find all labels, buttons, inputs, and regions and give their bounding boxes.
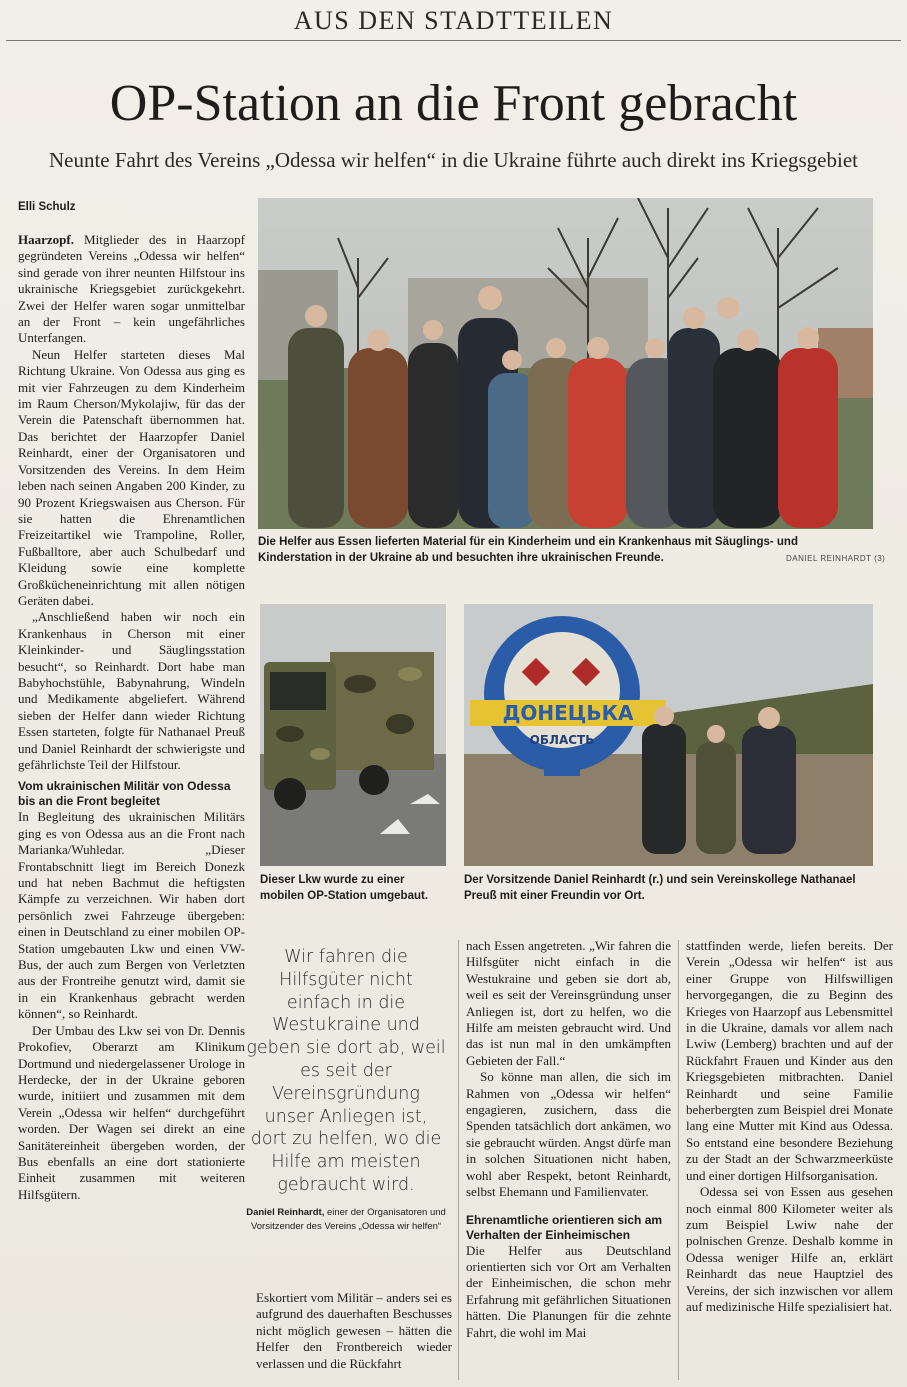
caption-text: Die Helfer aus Essen lieferten Material für ein Kinderheim und ein Krankenhaus mit Säuglings- und Kinderstation in der Ukraine ab und besuchten ihre ukrainischen Freunde.	[258, 536, 798, 564]
byline: Elli Schulz	[18, 201, 76, 213]
column-divider	[458, 940, 459, 1380]
article-column-3	[466, 938, 671, 1380]
paragraph: nach Essen angetreten. „Wir fahren die Hilfsgüter nicht einfach in die Westukraine und geben sie dort ab, weil es seit der Vereinsgründung unser Anliegen ist, dort zu helfen, wo die Hilfe am meisten gebraucht wird. Und das ist nun mal in den umkämpften Gebieten der Fall.“	[466, 938, 671, 1068]
quote-attribution	[246, 1206, 446, 1233]
article-column-1	[18, 232, 245, 1380]
group-photo	[258, 198, 873, 529]
paragraph-text: Mitglieder des in Haarzopf gegründeten Vereins „Odessa wir helfen“ sind gerade von ihrer neunten Hilfstour ins ukrainische Kriegsgebiet zurückgekehrt. Zwei der Helfer waren sogar unmittelbar an der Front – kein ungefährliches Unterfangen.	[18, 232, 245, 346]
main-photo-caption	[258, 534, 873, 566]
paragraph: Eskortiert vom Militär – anders sei es aufgrund des dauerhaften Beschusses nicht möglich gewesen – hätten die Helfer den Frontbereich wieder verlassen und die Rückfahrt	[256, 1290, 452, 1371]
paragraph: So könne man allen, die sich im Rahmen von „Odessa wir helfen“ engagieren, zusichern, dass die Spenden tatsächlich dort ankämen, wo sie gebraucht würden. Angst dürfe man in solchen Situationen nicht haben, wohl aber Respekt, betont Reinhardt, selbst Ehemann und Familienvater.	[466, 1069, 671, 1200]
paragraph: Der Umbau des Lkw sei von Dr. Dennis Prokofiev, Oberarzt am Klinikum Dortmund und niedergelassener Urologe in Herdecke, der in der Ukraine geboren wurde, initiiert und zusammen mit dem Verein „Odessa wir helfen“ durchgeführt worden. Der Wagen sei direkt an eine Sanitätereinheit übergeben worden, der Bus ebenfalls an eine dort stationierte Einheit zusammen mit weiteren Hilfsgütern.	[18, 1022, 245, 1202]
subheadline: Neunte Fahrt des Vereins „Odessa wir helfen“ in die Ukraine führte auch direkt ins Kriegsgebiet	[48, 148, 858, 172]
article-column-2	[256, 1290, 452, 1380]
headline: OP-Station an die Front gebracht	[109, 75, 798, 132]
paragraph: Neun Helfer starteten dieses Mal Richtung Ukraine. Von Odessa aus ging es mit vier Fahrzeugen zu dem Kinderheim im Raum Cherson/Mykolajiw, für das der Verein die Patenschaft übernommen hat. Das berichtet der Haarzopfer Daniel Reinhardt, einer der Organisatoren und Vorsitzenden des Vereins. In dem Heim leben nach seinen Angaben 200 Kinder, zu 90 Prozent Kriegswaisen aus Cherson. Für sie hatten die Ehrenamtlichen Freizeitartikel wie Trampoline, Roller, Fußballtore, aber auch Schulbedarf und Kleidung sowie eine komplette Großkücheneinrichtung mit allen nötigen Geräten dabei.	[18, 346, 245, 608]
subheading: Ehrenamtliche orientieren sich am Verhalten der Einheimischen	[466, 1212, 663, 1242]
subheading: Vom ukrainischen Militär von Odessa bis an die Front begleitet	[18, 779, 231, 809]
article-column-4	[686, 938, 893, 1380]
quote-speaker: Daniel Reinhardt,	[246, 1207, 325, 1218]
paragraph: Odessa sei von Essen aus gesehen noch einmal 800 Kilometer weiter als zum Beispiel Lwiw nahe der polnischen Grenze. Deshalb komme in Odessa weniger Hilfe an, erklärt Reinhardt das neue Hauptziel des Vereins, der sich inzwischen vor allem auf medizinische Hilfe spezialisiert hat.	[686, 1184, 893, 1314]
sign-oblast-name: ДОНЕЦЬКА	[502, 701, 634, 725]
paragraph: „Anschließend haben wir noch ein Krankenhaus in Cherson mit einer Kleinkinder- und Säuglingsstation besucht“, so Reinhardt. Dort habe man Babyhochstühle, Babynahrung, Windeln und Medikamente abgeliefert. Während sieben der Helfer dann wieder Richtung Essen starteten, folgte für Nathanael Preuß und Daniel Reinhardt der schwierigste und gefährlichste Teil der Hilfstour.	[18, 609, 245, 772]
quote-speaker-role: einer der Organisatoren und Vorsitzender des Vereins „Odessa wir helfen“	[250, 1207, 446, 1232]
rubric-divider	[6, 40, 901, 41]
truck-photo-caption: Dieser Lkw wurde zu einer mobilen OP-Station umgebaut.	[260, 874, 429, 902]
photo-credit: DANIEL REINHARDT (3)	[786, 554, 886, 563]
sign-photo-caption: Der Vorsitzende Daniel Reinhardt (r.) und sein Vereinskollege Nathanael Preuß mit einer Freundin vor Ort.	[464, 874, 856, 902]
pull-quote: Wir fahren die Hilfsgüter nicht einfach in die Westukraine und geben sie dort ab, weil es seit der Vereinsgründung unser Anliegen ist, dort zu helfen, wo die Hilfe am meisten gebraucht wird.	[246, 947, 446, 1195]
paragraph: stattfinden werde, liefen bereits. Der Verein „Odessa wir helfen“ ist aus einer Gruppe von Hilfswilligen hervorgegangen, die zu Beginn des Krieges von Haarzopf aus Lebensmittel in die Ukraine, damals vor allem nach Lwiw (Lemberg) brachten und auf der Rückfahrt Frauen und Kinder aus den Kriegsgebieten mitbrachten. Daniel Reinhardt und seine Familie beherbergten zum Beispiel drei Monate lang eine Mutter mit Kind aus Odessa. So entstand eine besondere Beziehung zu der Stadt an der Schwarzmeerküste und einer dortigen Hilfsorganisation.	[686, 938, 893, 1183]
sign-oblast-word: ОБЛАСТЬ	[529, 733, 595, 747]
lead-paragraph	[18, 232, 245, 347]
column-divider	[678, 940, 679, 1380]
truck-photo	[260, 604, 446, 866]
section-rubric: AUS DEN STADTTEILEN	[293, 6, 614, 35]
dateline: Haarzopf.	[18, 232, 74, 247]
paragraph: Die Helfer aus Deutschland orientierten sich vor Ort am Verhalten der Einheimischen, die schon mehr Erfahrung mit gefährlichen Situationen hätten. Die Planungen für die zehnte Fahrt, die wohl im Mai	[466, 1242, 671, 1340]
paragraph: In Begleitung des ukrainischen Militärs ging es von Odessa aus an die Front nach Marianka/Wuhledar. „Dieser Frontabschnitt liegt im Bereich Donezk und hat neben Bachmut die heftigsten Kämpfe zu verzeichnen. Wir haben dort persönlich zwei Fahrzeuge übergeben: einen in Deutschland zu einer mobilen OP-Station umgebauten Lkw und einen VW-Bus, der auch zum Bergen von Verletzten aus der Frontreihe genutzt wird, damit sie in ein Krankenhaus gebracht werden können“, so Reinhardt.	[18, 809, 245, 1022]
donetsk-sign-photo	[464, 604, 873, 866]
